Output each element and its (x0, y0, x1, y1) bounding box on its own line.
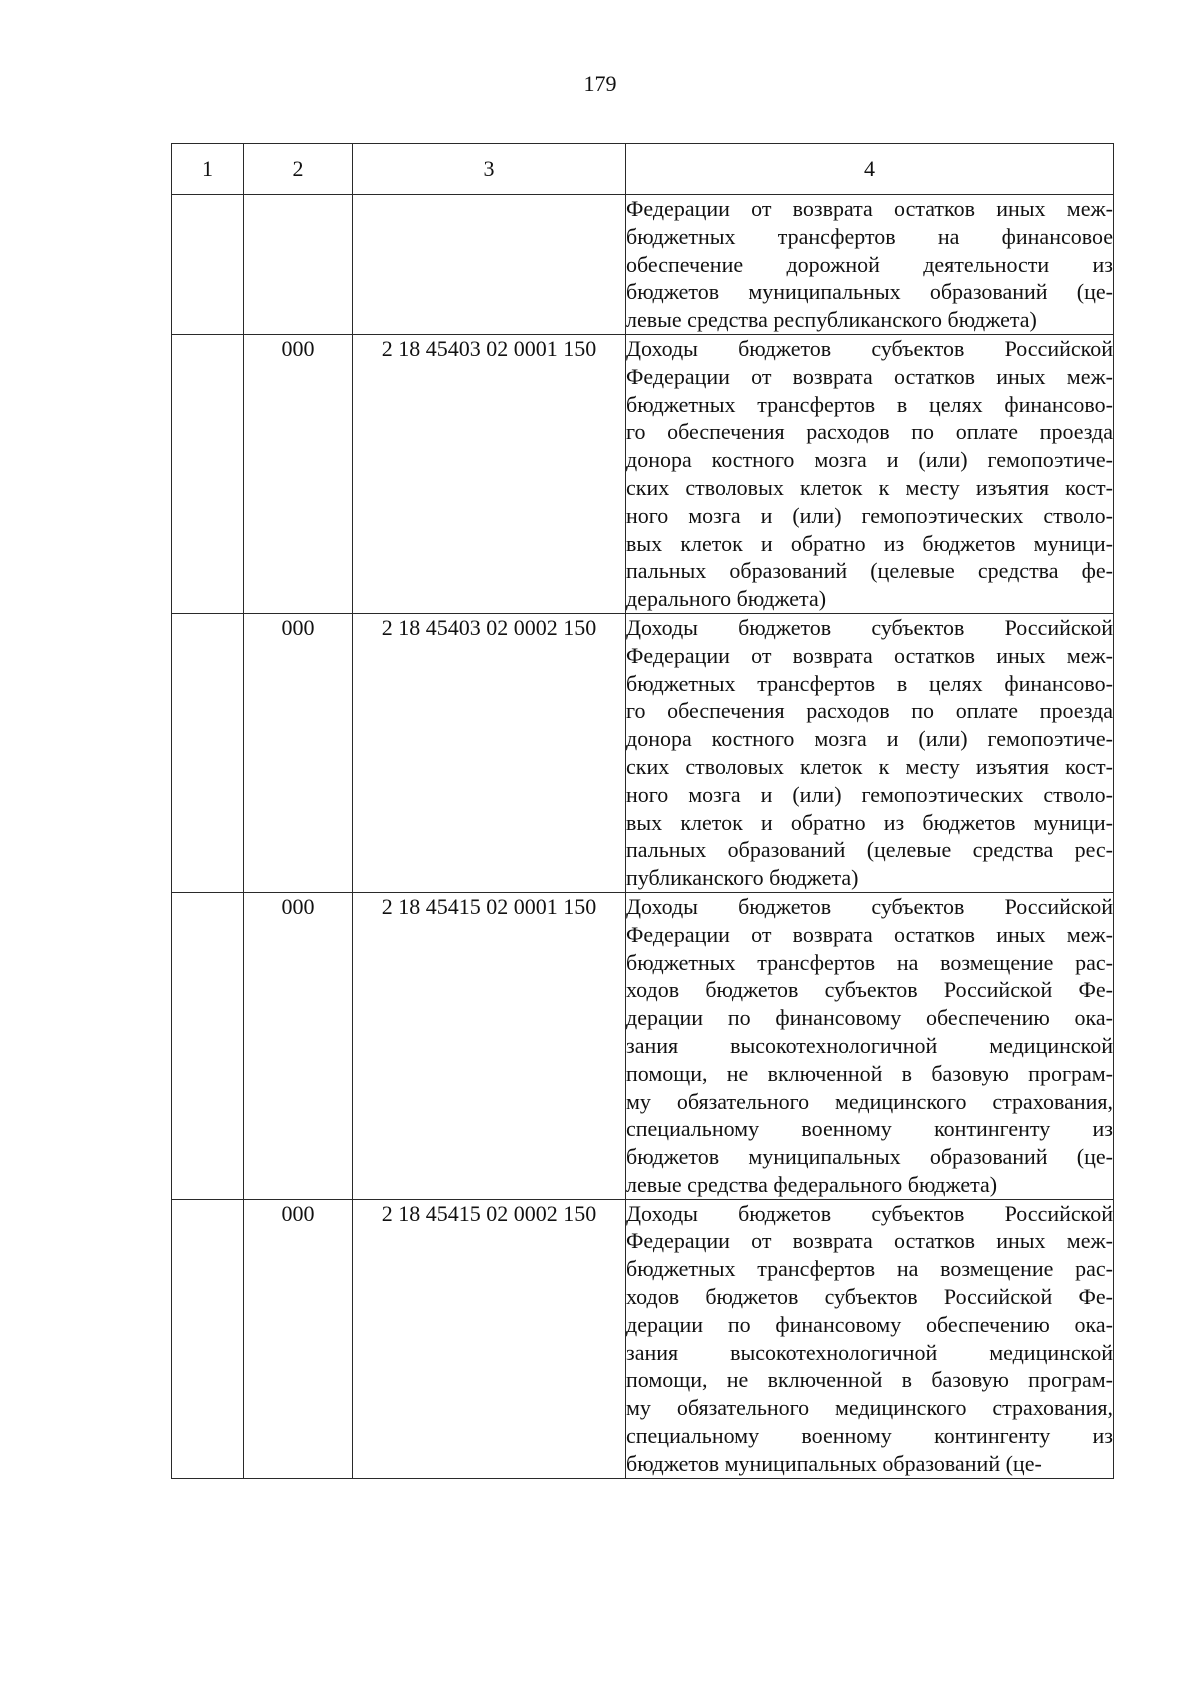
description-line: му обязательного медицинского страхования, (626, 1088, 1113, 1114)
header-col-4: 4 (626, 144, 1114, 195)
description-line: ских стволовых клеток к месту изъятия кост- (626, 753, 1113, 779)
description-cell (626, 892, 1114, 1199)
description-line: обеспечение дорожной деятельности из (626, 251, 1113, 277)
description-cell (626, 195, 1114, 335)
description-line: левые средства республиканского бюджета) (626, 307, 1037, 333)
income-code-cell: 2 18 45415 02 0002 150 (353, 1199, 626, 1478)
header-col-2: 2 (244, 144, 353, 195)
income-code-cell (353, 195, 626, 335)
description-line: ских стволовых клеток к месту изъятия кост- (626, 474, 1113, 500)
table-row (172, 334, 1114, 613)
description-line: го обеспечения расходов по оплате проезда (626, 698, 1113, 724)
table-row (172, 613, 1114, 892)
description-line: помощи, не включенной в базовую програм- (626, 1060, 1113, 1086)
header-col-3: 3 (353, 144, 626, 195)
description-line: дерации по финансовому обеспечению ока- (626, 1005, 1113, 1031)
description-line: бюджетных трансфертов в целях финансово- (626, 391, 1113, 417)
description-line: пальных образований (целевые средства рес- (626, 837, 1113, 863)
description-line: ного мозга и (или) гемопоэтических стволо- (626, 502, 1113, 528)
description-line: Федерации от возврата остатков иных меж- (626, 363, 1113, 389)
description-line: левые средства федерального бюджета) (626, 1171, 998, 1197)
description-line: специальному военному контингенту из (626, 1423, 1113, 1449)
description-line: дерации по финансовому обеспечению ока- (626, 1311, 1113, 1337)
income-code-cell: 2 18 45403 02 0002 150 (353, 613, 626, 892)
description-cell (626, 1199, 1114, 1478)
description-cell (626, 334, 1114, 613)
description-line: вых клеток и обратно из бюджетов муници- (626, 530, 1113, 556)
row-empty-cell (172, 334, 244, 613)
description-line: Федерации от возврата остатков иных меж- (626, 196, 1113, 221)
description-line: вых клеток и обратно из бюджетов муници- (626, 809, 1113, 835)
description-line: пальных образований (целевые средства фе- (626, 558, 1113, 584)
table-row (172, 1199, 1114, 1478)
description-line: помощи, не включенной в базовую програм- (626, 1367, 1113, 1393)
row-empty-cell (172, 613, 244, 892)
table-row (172, 892, 1114, 1199)
admin-code-cell: 000 (244, 334, 353, 613)
description-line: бюджетных трансфертов на возмещение рас- (626, 949, 1113, 975)
description-line: ходов бюджетов субъектов Российской Фе- (626, 977, 1113, 1003)
row-empty-cell (172, 1199, 244, 1478)
description-line: Федерации от возврата остатков иных меж- (626, 642, 1113, 668)
description-line: бюджетов муниципальных образований (це- (626, 279, 1113, 305)
description-line: ного мозга и (или) гемопоэтических стволо- (626, 781, 1113, 807)
header-col-1: 1 (172, 144, 244, 195)
description-line: бюджетных трансфертов в целях финансово- (626, 670, 1113, 696)
budget-classification-table (171, 143, 1114, 1479)
row-empty-cell (172, 892, 244, 1199)
income-code-cell: 2 18 45403 02 0001 150 (353, 334, 626, 613)
income-code-cell: 2 18 45415 02 0001 150 (353, 892, 626, 1199)
description-line: Доходы бюджетов субъектов Российской (626, 1200, 1113, 1226)
description-line: му обязательного медицинского страхования, (626, 1395, 1113, 1421)
description-line: зания высокотехнологичной медицинской (626, 1339, 1113, 1365)
admin-code-cell: 000 (244, 892, 353, 1199)
page-number: 179 (583, 71, 617, 96)
description-line: ходов бюджетов субъектов Российской Фе- (626, 1284, 1113, 1310)
description-line: донора костного мозга и (или) гемопоэтиче- (626, 726, 1113, 752)
description-line: специальному военному контингенту из (626, 1116, 1113, 1142)
description-line: Федерации от возврата остатков иных меж- (626, 1228, 1113, 1254)
description-line: Доходы бюджетов субъектов Российской (626, 893, 1113, 919)
description-line: бюджетов муниципальных образований (це- (626, 1144, 1113, 1170)
admin-code-cell: 000 (244, 613, 353, 892)
description-line: го обеспечения расходов по оплате проезда (626, 419, 1113, 445)
table-row (172, 195, 1114, 335)
description-line: публиканского бюджета) (626, 865, 859, 891)
row-empty-cell (172, 195, 244, 335)
description-line: Доходы бюджетов субъектов Российской (626, 335, 1113, 361)
description-line: бюджетных трансфертов на финансовое (626, 223, 1113, 249)
description-line: Доходы бюджетов субъектов Российской (626, 614, 1113, 640)
description-line: донора костного мозга и (или) гемопоэтиче- (626, 447, 1113, 473)
description-line: зания высокотехнологичной медицинской (626, 1032, 1113, 1058)
admin-code-cell (244, 195, 353, 335)
description-cell (626, 613, 1114, 892)
description-line: Федерации от возврата остатков иных меж- (626, 921, 1113, 947)
description-line: бюджетных трансфертов на возмещение рас- (626, 1256, 1113, 1282)
description-line: бюджетов муниципальных образований (це- (626, 1450, 1042, 1476)
table-header-row (172, 144, 1114, 195)
admin-code-cell: 000 (244, 1199, 353, 1478)
description-line: дерального бюджета) (626, 586, 827, 612)
